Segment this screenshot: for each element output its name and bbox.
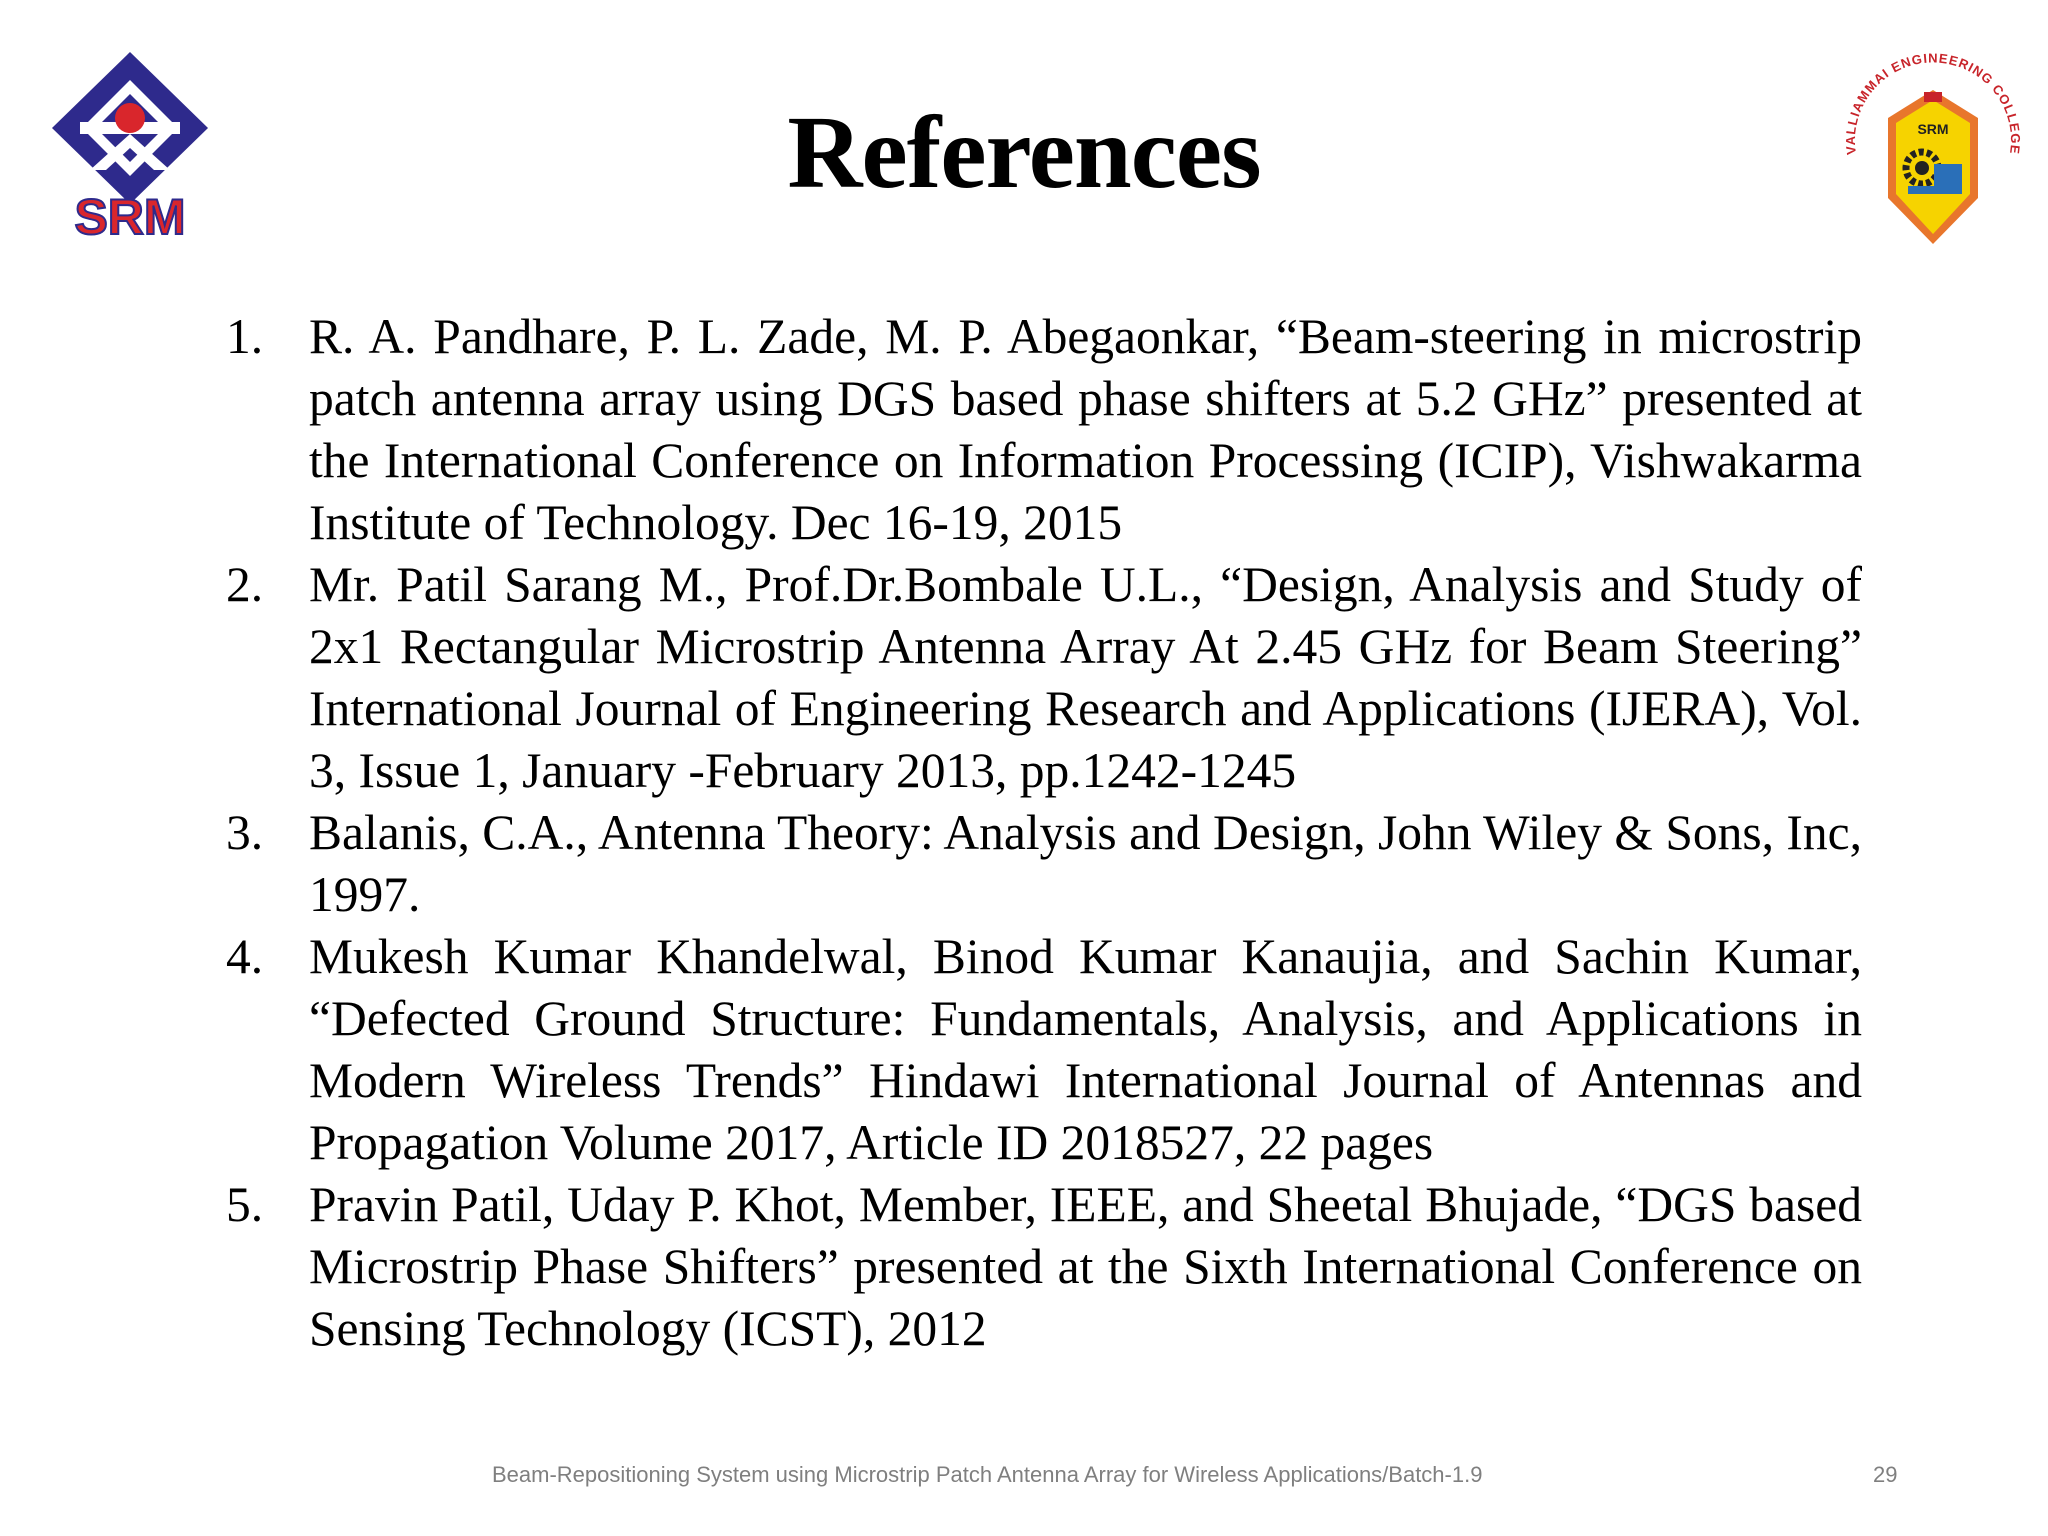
reference-text: Pravin Patil, Uday P. Khot, Member, IEEE, and Sheetal Bhujade, “DGS based Microstrip Phase Shifters” presented at the Sixth International Conference on Sensing Technology (ICST), 2012: [309, 1177, 1862, 1356]
reference-text: Balanis, C.A., Antenna Theory: Analysis and Design, John Wiley & Sons, Inc, 1997.: [309, 805, 1862, 922]
reference-item: [226, 802, 1862, 926]
crest-ring-text: VALLIAMMAI ENGINEERING COLLEGE: [1842, 50, 2024, 156]
reference-item: [226, 554, 1862, 802]
srm-logo-text: SRM: [74, 189, 186, 240]
valliammai-college-crest-icon: [1838, 48, 2028, 248]
footer-text: Beam-Repositioning System using Microstrip Patch Antenna Array for Wireless Applications/Batch-1.9: [492, 1462, 1483, 1487]
reference-text: Mr. Patil Sarang M., Prof.Dr.Bombale U.L., “Design, Analysis and Study of 2x1 Rectangular Microstrip Antenna Array At 2.45 GHz for Beam Steering” International Journal of Engineering Research and Applications (IJERA), Vol. 3, Issue 1, January -February 2013, pp.1242-1245: [309, 557, 1862, 798]
reference-number: 4.: [226, 929, 264, 984]
reference-number: 5.: [226, 1177, 264, 1232]
references-list: [226, 306, 1862, 1360]
slide-title: References: [787, 95, 1261, 210]
reference-item: [226, 926, 1862, 1174]
crest-shield-text: SRM: [1917, 121, 1949, 137]
reference-text: Mukesh Kumar Khandelwal, Binod Kumar Kanaujia, and Sachin Kumar, “Defected Ground Structure: Fundamentals, Analysis, and Applications in Modern Wireless Trends” Hindawi International Journal of Antennas and Propagation Volume 2017, Article ID 2018527, 22 pages: [309, 929, 1862, 1170]
reference-number: 2.: [226, 557, 264, 612]
reference-number: 1.: [226, 309, 264, 364]
reference-item: [226, 1174, 1862, 1360]
reference-item: [226, 306, 1862, 554]
reference-text: R. A. Pandhare, P. L. Zade, M. P. Abegaonkar, “Beam-steering in microstrip patch antenna array using DGS based phase shifters at 5.2 GHz” presented at the International Conference on Information Processing (ICIP), Vishwakarma Institute of Technology. Dec 16-19, 2015: [309, 309, 1862, 550]
page-number: 29: [1873, 1462, 1898, 1487]
reference-number: 3.: [226, 805, 264, 860]
